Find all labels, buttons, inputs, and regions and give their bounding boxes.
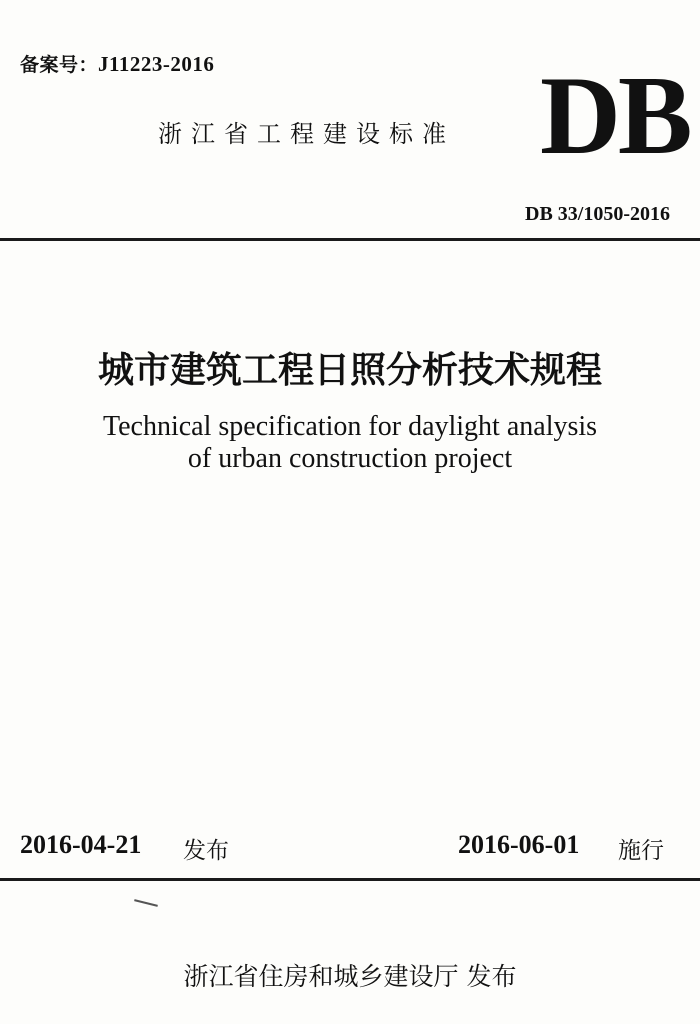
implementation-date: 2016-06-01: [458, 830, 580, 859]
bottom-divider: [0, 878, 700, 881]
title-chinese: 城市建筑工程日照分析技术规程: [97, 350, 602, 391]
db-logo: DB: [540, 54, 690, 178]
standard-series: 浙江省工程建设标准: [158, 120, 455, 148]
title-english-line-2: of urban construction project: [187, 443, 513, 474]
filing-number-value: J11223-2016: [98, 52, 215, 76]
issue-label: 发布: [183, 838, 229, 864]
standard-number: DB 33/1050-2016: [525, 203, 670, 225]
issue-date: 2016-04-21: [20, 830, 142, 859]
publisher: 浙江省住房和城乡建设厅 发布: [183, 962, 517, 991]
title-english-line-1: Technical specification for daylight analysis: [102, 411, 598, 442]
filing-number: [20, 50, 214, 77]
scan-mark: [134, 899, 158, 907]
top-divider: [0, 238, 700, 241]
implementation-label: 施行: [618, 838, 664, 864]
filing-number-label: 备案号：: [20, 54, 99, 76]
